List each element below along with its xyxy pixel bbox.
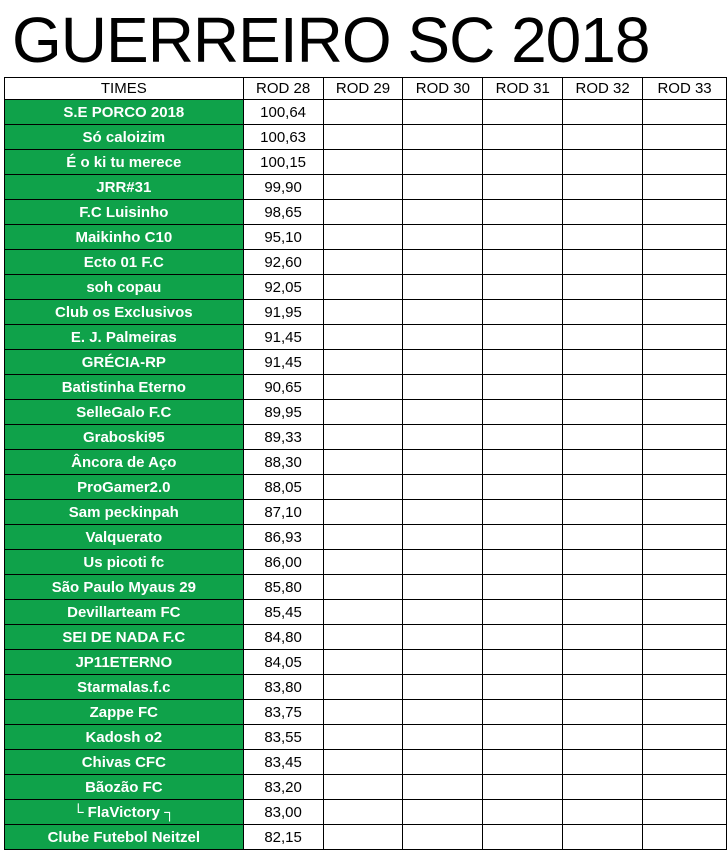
empty-score-cell[interactable] (403, 650, 483, 675)
empty-score-cell[interactable] (403, 350, 483, 375)
empty-score-cell[interactable] (483, 250, 563, 275)
header-rod-28[interactable]: ROD 28 (243, 78, 323, 100)
team-name-cell[interactable]: Valquerato (5, 525, 244, 550)
rod-28-score-cell[interactable]: 100,15 (243, 150, 323, 175)
empty-score-cell[interactable] (483, 275, 563, 300)
rod-28-score-cell[interactable]: 99,90 (243, 175, 323, 200)
empty-score-cell[interactable] (483, 175, 563, 200)
empty-score-cell[interactable] (403, 450, 483, 475)
empty-score-cell[interactable] (483, 550, 563, 575)
rod-28-score-cell[interactable]: 84,05 (243, 650, 323, 675)
empty-score-cell[interactable] (483, 825, 563, 850)
header-rod-33[interactable]: ROD 33 (643, 78, 727, 100)
team-name-cell[interactable]: Batistinha Eterno (5, 375, 244, 400)
empty-score-cell[interactable] (643, 725, 727, 750)
rod-28-score-cell[interactable]: 95,10 (243, 225, 323, 250)
empty-score-cell[interactable] (323, 100, 403, 125)
table-row (5, 375, 727, 400)
empty-score-cell[interactable] (643, 475, 727, 500)
empty-score-cell[interactable] (563, 500, 643, 525)
empty-score-cell[interactable] (323, 300, 403, 325)
empty-score-cell[interactable] (643, 325, 727, 350)
rod-28-score-cell[interactable]: 89,95 (243, 400, 323, 425)
rod-28-score-cell[interactable]: 83,55 (243, 725, 323, 750)
rod-28-score-cell[interactable]: 89,33 (243, 425, 323, 450)
team-name-cell[interactable]: └ FlaVictory ┐ (5, 800, 244, 825)
empty-score-cell[interactable] (483, 800, 563, 825)
empty-score-cell[interactable] (483, 450, 563, 475)
rod-28-score-cell[interactable]: 90,65 (243, 375, 323, 400)
empty-score-cell[interactable] (323, 275, 403, 300)
empty-score-cell[interactable] (563, 800, 643, 825)
table-row (5, 175, 727, 200)
empty-score-cell[interactable] (483, 650, 563, 675)
table-row (5, 575, 727, 600)
header-rod-32[interactable]: ROD 32 (563, 78, 643, 100)
empty-score-cell[interactable] (403, 575, 483, 600)
empty-score-cell[interactable] (563, 600, 643, 625)
empty-score-cell[interactable] (483, 675, 563, 700)
table-row (5, 350, 727, 375)
empty-score-cell[interactable] (483, 150, 563, 175)
empty-score-cell[interactable] (403, 275, 483, 300)
rod-28-score-cell[interactable]: 100,64 (243, 100, 323, 125)
empty-score-cell[interactable] (643, 600, 727, 625)
team-name-cell[interactable]: soh copau (5, 275, 244, 300)
empty-score-cell[interactable] (563, 100, 643, 125)
empty-score-cell[interactable] (323, 400, 403, 425)
empty-score-cell[interactable] (563, 750, 643, 775)
empty-score-cell[interactable] (403, 675, 483, 700)
team-name-cell[interactable]: Ecto 01 F.C (5, 250, 244, 275)
empty-score-cell[interactable] (323, 200, 403, 225)
rod-28-score-cell[interactable]: 98,65 (243, 200, 323, 225)
team-name-cell[interactable]: Só caloizim (5, 125, 244, 150)
empty-score-cell[interactable] (483, 350, 563, 375)
team-name-cell[interactable]: Starmalas.f.c (5, 675, 244, 700)
empty-score-cell[interactable] (563, 225, 643, 250)
empty-score-cell[interactable] (563, 425, 643, 450)
empty-score-cell[interactable] (323, 800, 403, 825)
empty-score-cell[interactable] (403, 625, 483, 650)
empty-score-cell[interactable] (563, 325, 643, 350)
rod-28-score-cell[interactable]: 82,15 (243, 825, 323, 850)
rod-28-score-cell[interactable]: 88,05 (243, 475, 323, 500)
empty-score-cell[interactable] (643, 300, 727, 325)
empty-score-cell[interactable] (483, 775, 563, 800)
team-name-cell[interactable]: E. J. Palmeiras (5, 325, 244, 350)
team-name-cell[interactable]: Kadosh o2 (5, 725, 244, 750)
empty-score-cell[interactable] (403, 475, 483, 500)
empty-score-cell[interactable] (323, 750, 403, 775)
rod-28-score-cell[interactable]: 83,20 (243, 775, 323, 800)
table-row (5, 200, 727, 225)
empty-score-cell[interactable] (403, 750, 483, 775)
empty-score-cell[interactable] (563, 125, 643, 150)
empty-score-cell[interactable] (563, 150, 643, 175)
table-row (5, 700, 727, 725)
table-row (5, 425, 727, 450)
empty-score-cell[interactable] (403, 375, 483, 400)
team-name-cell[interactable]: SelleGalo F.C (5, 400, 244, 425)
empty-score-cell[interactable] (403, 100, 483, 125)
table-row (5, 300, 727, 325)
table-row (5, 750, 727, 775)
empty-score-cell[interactable] (323, 325, 403, 350)
empty-score-cell[interactable] (323, 525, 403, 550)
rod-28-score-cell[interactable]: 91,45 (243, 350, 323, 375)
empty-score-cell[interactable] (323, 700, 403, 725)
empty-score-cell[interactable] (403, 425, 483, 450)
header-row (5, 78, 727, 100)
team-name-cell[interactable]: Zappe FC (5, 700, 244, 725)
rod-28-score-cell[interactable]: 88,30 (243, 450, 323, 475)
empty-score-cell[interactable] (483, 400, 563, 425)
rod-28-score-cell[interactable]: 83,45 (243, 750, 323, 775)
empty-score-cell[interactable] (403, 725, 483, 750)
empty-score-cell[interactable] (563, 275, 643, 300)
table-row (5, 100, 727, 125)
table-row (5, 125, 727, 150)
empty-score-cell[interactable] (483, 300, 563, 325)
table-row (5, 550, 727, 575)
table-row (5, 800, 727, 825)
team-name-cell[interactable]: Devillarteam FC (5, 600, 244, 625)
empty-score-cell[interactable] (643, 200, 727, 225)
empty-score-cell[interactable] (323, 425, 403, 450)
empty-score-cell[interactable] (643, 425, 727, 450)
rod-28-score-cell[interactable]: 83,00 (243, 800, 323, 825)
rod-28-score-cell[interactable]: 86,00 (243, 550, 323, 575)
table-row (5, 625, 727, 650)
empty-score-cell[interactable] (323, 625, 403, 650)
rod-28-score-cell[interactable]: 85,80 (243, 575, 323, 600)
table-row (5, 250, 727, 275)
empty-score-cell[interactable] (483, 475, 563, 500)
team-name-cell[interactable]: Âncora de Aço (5, 450, 244, 475)
table-row (5, 275, 727, 300)
empty-score-cell[interactable] (643, 350, 727, 375)
team-name-cell[interactable]: S.E PORCO 2018 (5, 100, 244, 125)
empty-score-cell[interactable] (563, 475, 643, 500)
team-name-cell[interactable]: JP11ETERNO (5, 650, 244, 675)
rod-28-score-cell[interactable]: 87,10 (243, 500, 323, 525)
empty-score-cell[interactable] (563, 300, 643, 325)
table-row (5, 650, 727, 675)
empty-score-cell[interactable] (323, 375, 403, 400)
rod-28-score-cell[interactable]: 85,45 (243, 600, 323, 625)
table-row (5, 400, 727, 425)
empty-score-cell[interactable] (323, 500, 403, 525)
rod-28-score-cell[interactable]: 92,60 (243, 250, 323, 275)
empty-score-cell[interactable] (643, 750, 727, 775)
table-row (5, 225, 727, 250)
empty-score-cell[interactable] (643, 275, 727, 300)
empty-score-cell[interactable] (563, 525, 643, 550)
empty-score-cell[interactable] (403, 550, 483, 575)
empty-score-cell[interactable] (483, 375, 563, 400)
empty-score-cell[interactable] (323, 725, 403, 750)
table-row (5, 725, 727, 750)
empty-score-cell[interactable] (483, 225, 563, 250)
table-row (5, 450, 727, 475)
empty-score-cell[interactable] (323, 450, 403, 475)
empty-score-cell[interactable] (403, 800, 483, 825)
standings-table (4, 77, 727, 850)
empty-score-cell[interactable] (483, 750, 563, 775)
empty-score-cell[interactable] (403, 500, 483, 525)
empty-score-cell[interactable] (643, 175, 727, 200)
team-name-cell[interactable]: Sam peckinpah (5, 500, 244, 525)
empty-score-cell[interactable] (403, 300, 483, 325)
team-name-cell[interactable]: Club os Exclusivos (5, 300, 244, 325)
empty-score-cell[interactable] (563, 775, 643, 800)
empty-score-cell[interactable] (403, 150, 483, 175)
empty-score-cell[interactable] (483, 725, 563, 750)
empty-score-cell[interactable] (483, 625, 563, 650)
empty-score-cell[interactable] (403, 400, 483, 425)
team-name-cell[interactable]: ProGamer2.0 (5, 475, 244, 500)
header-times[interactable]: TIMES (5, 78, 244, 100)
table-row (5, 500, 727, 525)
team-name-cell[interactable]: É o ki tu merece (5, 150, 244, 175)
empty-score-cell[interactable] (323, 825, 403, 850)
empty-score-cell[interactable] (563, 725, 643, 750)
empty-score-cell[interactable] (563, 350, 643, 375)
empty-score-cell[interactable] (643, 650, 727, 675)
team-name-cell[interactable]: SEI DE NADA F.C (5, 625, 244, 650)
team-name-cell[interactable]: Maikinho C10 (5, 225, 244, 250)
empty-score-cell[interactable] (323, 175, 403, 200)
empty-score-cell[interactable] (483, 525, 563, 550)
empty-score-cell[interactable] (403, 125, 483, 150)
empty-score-cell[interactable] (323, 350, 403, 375)
empty-score-cell[interactable] (403, 225, 483, 250)
empty-score-cell[interactable] (323, 550, 403, 575)
header-rod-31[interactable]: ROD 31 (483, 78, 563, 100)
empty-score-cell[interactable] (483, 425, 563, 450)
empty-score-cell[interactable] (563, 700, 643, 725)
empty-score-cell[interactable] (643, 675, 727, 700)
empty-score-cell[interactable] (563, 250, 643, 275)
empty-score-cell[interactable] (483, 200, 563, 225)
empty-score-cell[interactable] (643, 375, 727, 400)
empty-score-cell[interactable] (563, 825, 643, 850)
table-row (5, 325, 727, 350)
empty-score-cell[interactable] (323, 250, 403, 275)
empty-score-cell[interactable] (643, 100, 727, 125)
rod-28-score-cell[interactable]: 92,05 (243, 275, 323, 300)
empty-score-cell[interactable] (483, 600, 563, 625)
empty-score-cell[interactable] (643, 800, 727, 825)
empty-score-cell[interactable] (403, 775, 483, 800)
empty-score-cell[interactable] (643, 500, 727, 525)
header-rod-30[interactable]: ROD 30 (403, 78, 483, 100)
empty-score-cell[interactable] (643, 150, 727, 175)
empty-score-cell[interactable] (563, 650, 643, 675)
empty-score-cell[interactable] (323, 675, 403, 700)
empty-score-cell[interactable] (643, 775, 727, 800)
team-name-cell[interactable]: São Paulo Myaus 29 (5, 575, 244, 600)
empty-score-cell[interactable] (643, 825, 727, 850)
empty-score-cell[interactable] (403, 200, 483, 225)
team-name-cell[interactable]: Bãozão FC (5, 775, 244, 800)
empty-score-cell[interactable] (483, 700, 563, 725)
team-name-cell[interactable]: F.C Luisinho (5, 200, 244, 225)
empty-score-cell[interactable] (643, 625, 727, 650)
team-name-cell[interactable]: Graboski95 (5, 425, 244, 450)
team-name-cell[interactable]: Chivas CFC (5, 750, 244, 775)
empty-score-cell[interactable] (563, 375, 643, 400)
empty-score-cell[interactable] (403, 525, 483, 550)
empty-score-cell[interactable] (643, 700, 727, 725)
empty-score-cell[interactable] (483, 125, 563, 150)
header-rod-29[interactable]: ROD 29 (323, 78, 403, 100)
empty-score-cell[interactable] (563, 550, 643, 575)
empty-score-cell[interactable] (323, 475, 403, 500)
empty-score-cell[interactable] (403, 175, 483, 200)
empty-score-cell[interactable] (323, 600, 403, 625)
team-name-cell[interactable]: Us picoti fc (5, 550, 244, 575)
empty-score-cell[interactable] (643, 225, 727, 250)
rod-28-score-cell[interactable]: 84,80 (243, 625, 323, 650)
empty-score-cell[interactable] (403, 325, 483, 350)
empty-score-cell[interactable] (563, 450, 643, 475)
empty-score-cell[interactable] (563, 200, 643, 225)
empty-score-cell[interactable] (403, 700, 483, 725)
rod-28-score-cell[interactable]: 91,45 (243, 325, 323, 350)
empty-score-cell[interactable] (563, 675, 643, 700)
rod-28-score-cell[interactable]: 100,63 (243, 125, 323, 150)
empty-score-cell[interactable] (643, 250, 727, 275)
table-row (5, 775, 727, 800)
empty-score-cell[interactable] (483, 325, 563, 350)
empty-score-cell[interactable] (323, 150, 403, 175)
empty-score-cell[interactable] (483, 500, 563, 525)
empty-score-cell[interactable] (403, 600, 483, 625)
empty-score-cell[interactable] (643, 450, 727, 475)
empty-score-cell[interactable] (643, 550, 727, 575)
empty-score-cell[interactable] (563, 175, 643, 200)
team-name-cell[interactable]: GRÉCIA-RP (5, 350, 244, 375)
empty-score-cell[interactable] (563, 400, 643, 425)
empty-score-cell[interactable] (483, 575, 563, 600)
table-row (5, 825, 727, 850)
rod-28-score-cell[interactable]: 83,75 (243, 700, 323, 725)
rod-28-score-cell[interactable]: 91,95 (243, 300, 323, 325)
sheet-title: GUERREIRO SC 2018 (12, 4, 650, 76)
team-name-cell[interactable]: Clube Futebol Neitzel (5, 825, 244, 850)
table-row (5, 675, 727, 700)
empty-score-cell[interactable] (643, 575, 727, 600)
empty-score-cell[interactable] (563, 625, 643, 650)
empty-score-cell[interactable] (323, 650, 403, 675)
team-name-cell[interactable]: JRR#31 (5, 175, 244, 200)
table-row (5, 525, 727, 550)
table-row (5, 475, 727, 500)
empty-score-cell[interactable] (403, 825, 483, 850)
empty-score-cell[interactable] (643, 125, 727, 150)
table-row (5, 600, 727, 625)
empty-score-cell[interactable] (643, 400, 727, 425)
empty-score-cell[interactable] (563, 575, 643, 600)
empty-score-cell[interactable] (323, 775, 403, 800)
empty-score-cell[interactable] (403, 250, 483, 275)
empty-score-cell[interactable] (323, 125, 403, 150)
empty-score-cell[interactable] (643, 525, 727, 550)
table-row (5, 150, 727, 175)
rod-28-score-cell[interactable]: 86,93 (243, 525, 323, 550)
empty-score-cell[interactable] (483, 100, 563, 125)
empty-score-cell[interactable] (323, 225, 403, 250)
rod-28-score-cell[interactable]: 83,80 (243, 675, 323, 700)
empty-score-cell[interactable] (323, 575, 403, 600)
